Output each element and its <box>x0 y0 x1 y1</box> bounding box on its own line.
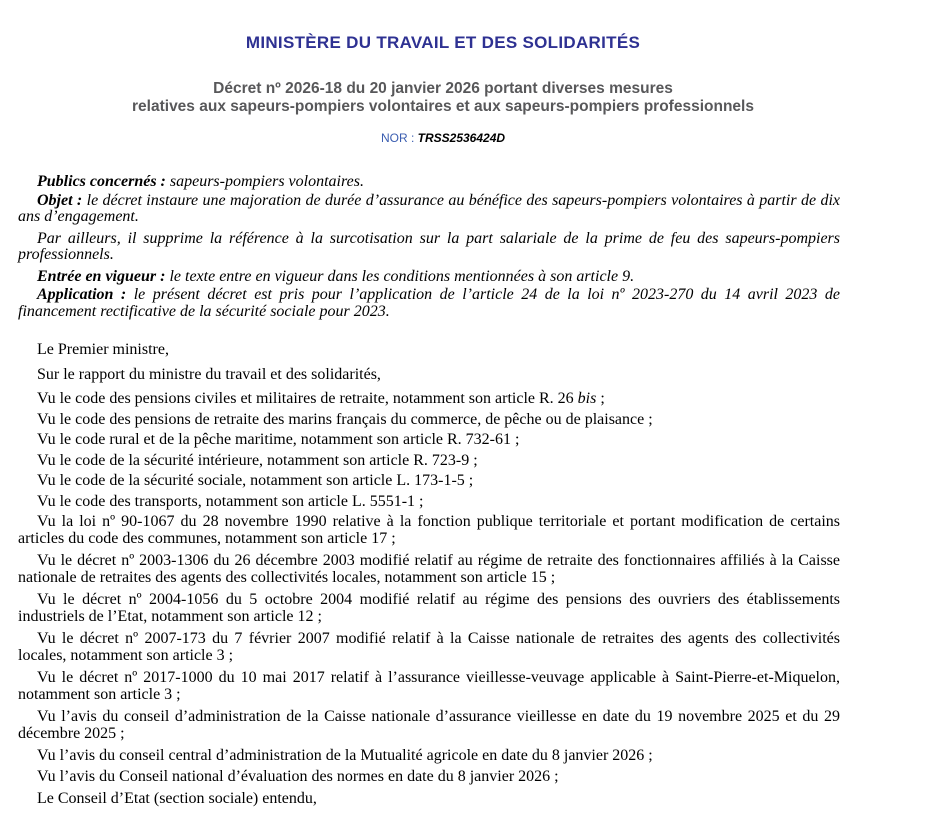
visa-item: Vu le code des transports, notamment son article L. 5551-1 ; <box>37 492 424 510</box>
visa-item: Vu le décret nº 2017-1000 du 10 mai 2017 relatif à l’assurance vieillesse-veuvage applicable à Saint-Pierre-et-Miquelon, notamment son article 3 ; <box>18 669 840 703</box>
visa-item: Vu le code des pensions de retraite des marins français du commerce, de pêche ou de plaisance ; <box>37 410 653 428</box>
premier-ministre: Le Premier ministre, <box>37 341 169 358</box>
notice-publics-text: sapeurs-pompiers volontaires. <box>165 173 364 190</box>
nor-reference <box>0 131 886 145</box>
visa-item: Vu l’avis du conseil central d’administration de la Mutualité agricole en date du 8 janvier 2026 ; <box>37 747 653 764</box>
notice-entree <box>18 269 840 286</box>
visa-item: Vu la loi nº 90-1067 du 28 novembre 1990 relative à la fonction publique territoriale et portant modification de certains articles du code des communes, notamment son article 17 ; <box>18 513 840 547</box>
nor-label: NOR : <box>380 131 418 145</box>
notice-objet-text: le décret instaure une majoration de durée d’assurance au bénéfice des sapeurs-pompiers volontaires à partir de dix ans d’engagement. <box>18 191 841 225</box>
decree-title <box>0 80 886 116</box>
notice-publics <box>18 174 840 191</box>
visa-text: Vu le code des pensions civiles et militaires de retraite, notamment son article R. 26 <box>37 390 578 407</box>
notice-publics-label: Publics concernés : <box>37 173 166 190</box>
notice-objet-label: Objet : <box>37 191 83 209</box>
decree-body <box>18 342 840 814</box>
notice-summary <box>18 174 840 325</box>
decree-title-line2: relatives aux sapeurs-pompiers volontaires et aux sapeurs-pompiers professionnels <box>132 98 754 115</box>
visa-item: Vu le décret nº 2003-1306 du 26 décembre 2003 modifié relatif au régime de retraite des fonctionnaires affiliés à la Caisse nationale de retraites des agents des collectivités locales, notamment son article 15 ; <box>18 552 840 586</box>
conseil-etat: Le Conseil d’Etat (section sociale) entendu, <box>37 790 317 807</box>
visa-item: Vu l’avis du Conseil national d’évaluation des normes en date du 8 janvier 2026 ; <box>37 767 559 785</box>
rapport: Sur le rapport du ministre du travail et des solidarités, <box>37 365 381 383</box>
visa-item: Vu l’avis du conseil d’administration de la Caisse nationale d’assurance vieillesse en date du 19 novembre 2025 et du 29 décembre 2025 ; <box>18 708 840 742</box>
notice-ailleurs-text: Par ailleurs, il supprime la référence à la surcotisation sur la part salariale de la prime de feu des sapeurs-pompiers professionnels. <box>18 229 840 263</box>
visa-item: Vu le décret nº 2007-173 du 7 février 2007 modifié relatif à la Caisse nationale de retraites des agents des collectivités locales, notamment son article 3 ; <box>18 630 840 664</box>
visa-italic: bis <box>577 390 597 407</box>
notice-entree-label: Entrée en vigueur : <box>37 267 166 285</box>
notice-ailleurs <box>18 231 840 264</box>
visa-item <box>18 391 840 408</box>
notice-application-label: Application : <box>37 286 127 303</box>
notice-entree-text: le texte entre en vigueur dans les conditions mentionnées à son article 9. <box>165 267 635 285</box>
visa-end: ; <box>596 390 605 407</box>
nor-value: TRSS2536424D <box>417 131 506 145</box>
notice-objet <box>18 193 840 226</box>
visa-item: Vu le code de la sécurité intérieure, notamment son article R. 723-9 ; <box>37 451 478 469</box>
notice-application-text: le présent décret est pris pour l’application de l’article 24 de la loi nº 2023-270 du 14 avril 2023 de financement rectificative de la sécurité sociale pour 2023. <box>18 286 841 320</box>
visa-item: Vu le décret nº 2004-1056 du 5 octobre 2004 modifié relatif au régime des pensions des ouvriers des établissements industriels de l’Etat, notamment son article 12 ; <box>18 591 840 625</box>
notice-application <box>18 287 840 320</box>
decree-title-line1: Décret nº 2026-18 du 20 janvier 2026 portant diverses mesures <box>213 80 673 97</box>
visa-item: Vu le code de la sécurité sociale, notamment son article L. 173-1-5 ; <box>37 472 474 489</box>
visa-item: Vu le code rural et de la pêche maritime, notamment son article R. 732-61 ; <box>37 431 520 448</box>
ministry-heading: MINISTÈRE DU TRAVAIL ET DES SOLIDARITÉS <box>245 33 641 52</box>
